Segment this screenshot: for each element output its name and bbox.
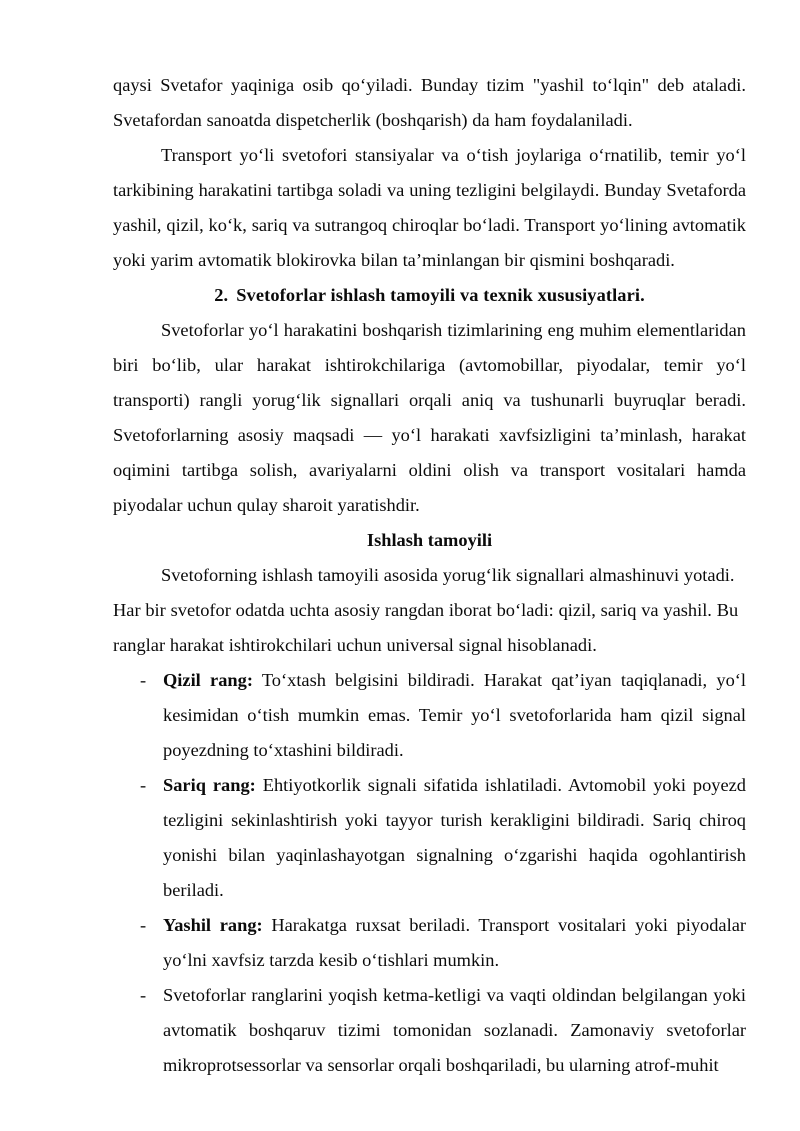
list-item-lead: Qizil rang:: [163, 670, 253, 690]
bullet-dash-icon: -: [140, 775, 147, 795]
section-heading-title: Svetoforlar ishlash tamoyili va texnik xususiyatlari.: [236, 285, 645, 305]
list-item-text: Ehtiyotkorlik signali sifatida ishlatiladi. Avtomobil yoki poyezd tezligini sekinlashtirish yoki tayyor turish kerakligini bildiradi. Sariq chiroq yonishi bilan yaqinlashayotgan signalning o‘zgarishi haqida ogohlantirish beriladi.: [163, 775, 746, 900]
paragraph-2: Transport yo‘li svetofori stansiyalar va o‘tish joylariga o‘rnatilib, temir yo‘l tarkibining harakatini tartibga soladi va uning tezligini belgilaydi. Bunday Svetaforda yashil, qizil, ko‘k, sariq va sutrangoq chiroqlar bo‘ladi. Transport yo‘lining avtomatik yoki yarim avtomatik blokirovka bilan ta’minlangan bir qismini boshqaradi.: [113, 145, 746, 270]
list-item-text: Harakatga ruxsat beriladi. Transport vositalari yoki piyodalar yo‘lni xavfsiz tarzda kesib o‘tishlari mumkin.: [163, 915, 746, 970]
list-item: [113, 663, 746, 768]
list-item: [113, 908, 746, 978]
section-heading: [113, 278, 746, 313]
list-item-lead: Yashil rang:: [163, 915, 263, 935]
list-item-text: To‘xtash belgisini bildiradi. Harakat qat’iyan taqiqlanadi, yo‘l kesimidan o‘tish mumkin emas. Temir yo‘l svetoforlarida ham qizil signal poyezdning to‘xtashini bildiradi.: [163, 670, 746, 760]
bullet-dash-icon: -: [140, 985, 147, 1005]
bullet-dash-icon: -: [140, 915, 147, 935]
section-heading-number: 2.: [214, 285, 229, 305]
list-item: [113, 768, 746, 908]
list-item: [113, 978, 746, 1083]
paragraph-3: Svetoforlar yo‘l harakatini boshqarish tizimlarining eng muhim elementlaridan biri bo‘lib, ular harakat ishtirokchilariga (avtomobillar, piyodalar, temir yo‘l transporti) rangli yorug‘lik signallari orqali aniq va tushunarli buyruqlar beradi. Svetoforlarning asosiy maqsadi — yo‘l harakati xavfsizligini ta’minlash, harakat oqimini tartibga solish, avariyalarni oldini olish va transport vositalari hamda piyodalar uchun qulay sharoit yaratishdir.: [113, 320, 746, 515]
bullet-list: [113, 663, 746, 1083]
bullet-dash-icon: -: [140, 670, 147, 690]
sub-heading: Ishlash tamoyili: [366, 530, 493, 550]
paragraph-4: Svetoforning ishlash tamoyili asosida yorug‘lik signallari almashinuvi yotadi. Har bir svetofor odatda uchta asosiy rangdan iborat bo‘ladi: qizil, sariq va yashil. Bu ranglar harakat ishtirokchilari uchun universal signal hisoblanadi.: [113, 565, 739, 655]
list-item-text: Svetoforlar ranglarini yoqish ketma-ketligi va vaqti oldindan belgilangan yoki avtomatik boshqaruv tizimi tomonidan sozlanadi. Zamonaviy svetoforlar mikroprotsessorlar va sensorlar orqali boshqariladi, bu ularning atrof-muhit: [163, 985, 746, 1075]
document-content: [113, 68, 746, 1083]
list-item-lead: Sariq rang:: [163, 775, 256, 795]
paragraph-1: qaysi Svetafor yaqiniga osib qo‘yiladi. Bunday tizim "yashil to‘lqin" deb ataladi. Svetafordan sanoatda dispetcherlik (boshqarish) da ham foydalaniladi.: [113, 75, 746, 130]
